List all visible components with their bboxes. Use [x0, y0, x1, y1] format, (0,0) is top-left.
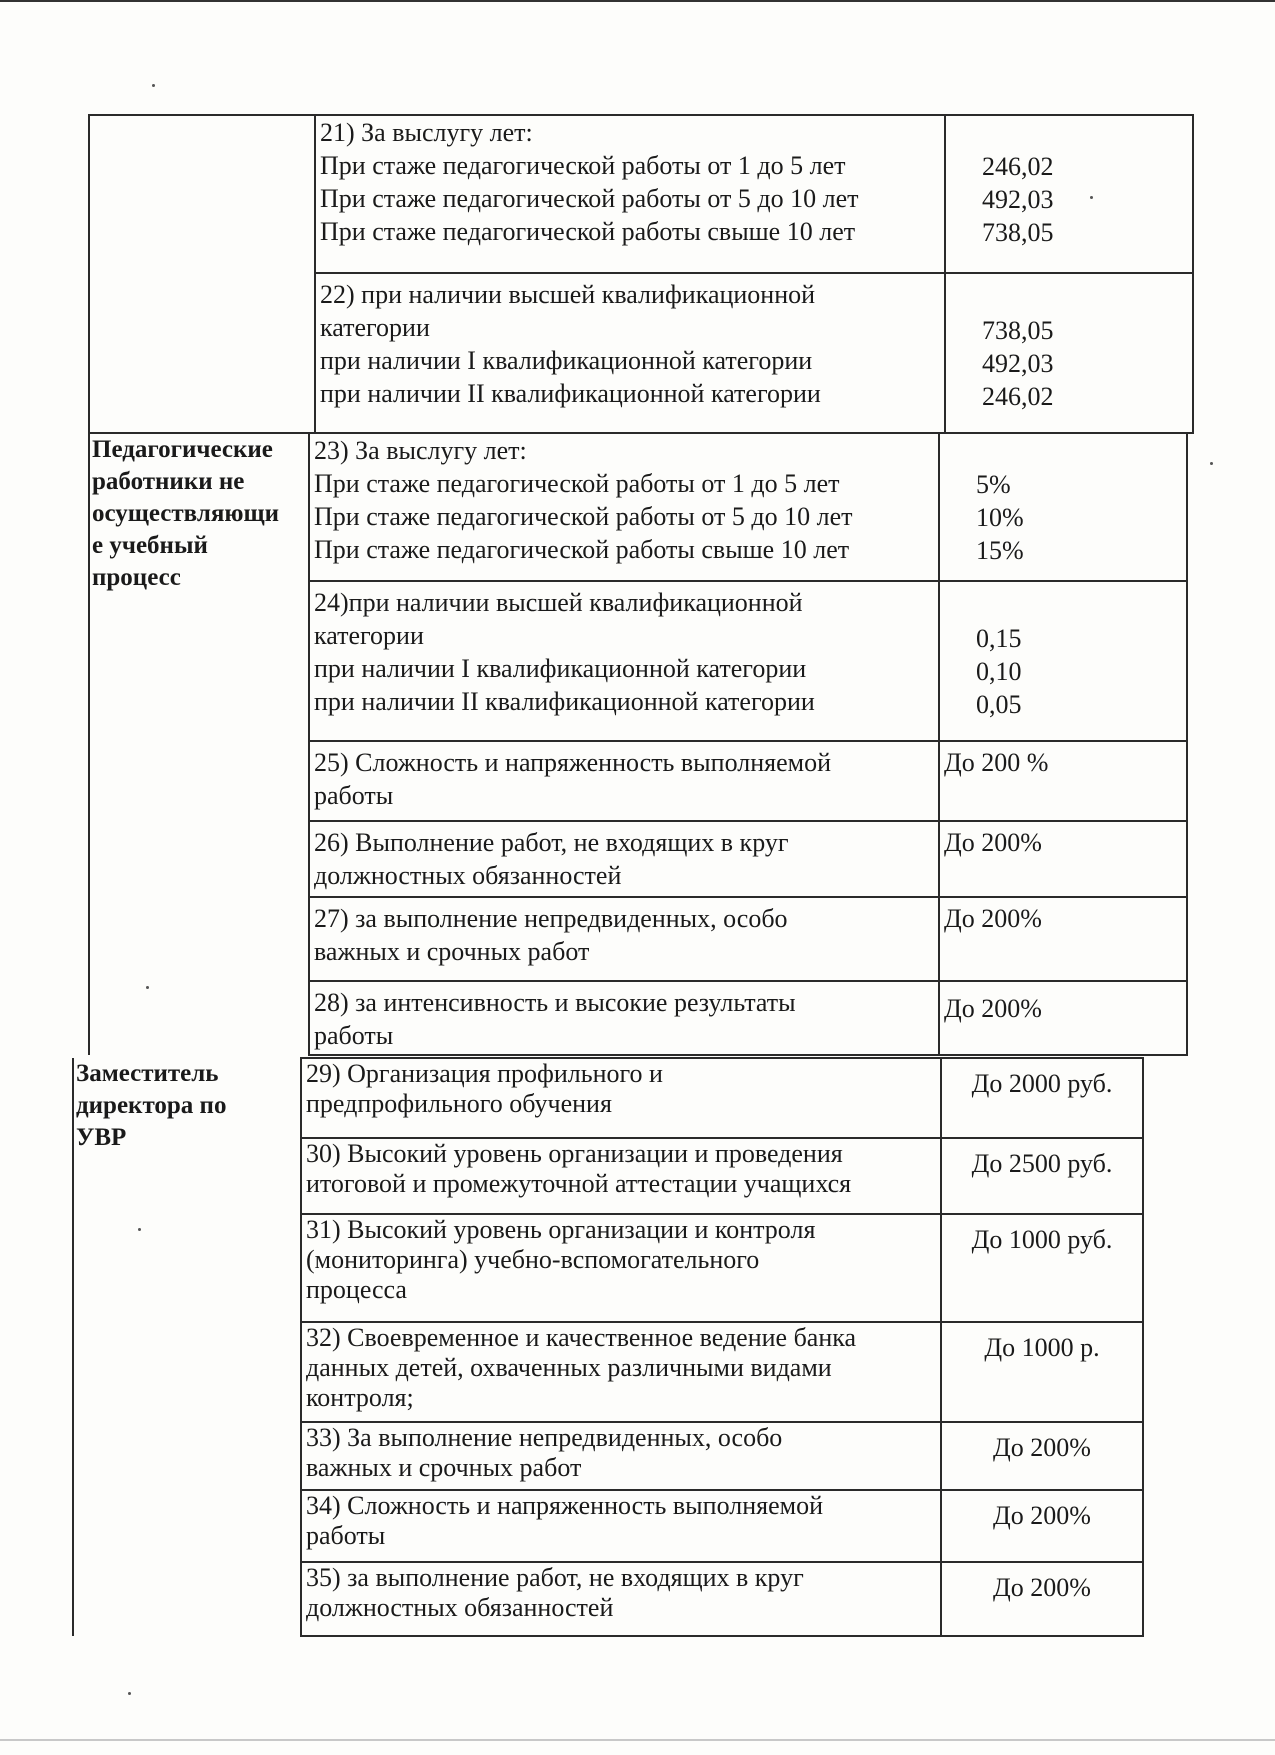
row-27-value: До 200%	[939, 897, 1187, 981]
category-line-5: процесс	[92, 564, 181, 591]
row-23-line-2: При стаже педагогической работы от 5 до 10 лет	[314, 502, 853, 531]
row-34-value: До 200%	[941, 1490, 1143, 1562]
row-22-title: 22) при наличии высшей квалификационной	[320, 280, 816, 309]
row-33-line-1: 33) За выполнение непредвиденных, особо	[306, 1423, 783, 1452]
row-29-description	[301, 1058, 941, 1138]
row-32-value: До 1000 р.	[941, 1322, 1143, 1422]
row-24-value-3: 0,05	[976, 690, 1022, 719]
allowances-table-part2	[88, 432, 1188, 1056]
row-31-line-1: 31) Высокий уровень организации и контроля	[306, 1215, 816, 1244]
row-32-line-1: 32) Своевременное и качественное ведение банка	[306, 1323, 857, 1352]
row-21-value-2: 492,03	[982, 185, 1054, 214]
scan-bottom-edge	[0, 1739, 1275, 1741]
row-30-description	[301, 1138, 941, 1214]
scan-speck	[1210, 462, 1213, 465]
table-row	[89, 433, 1187, 581]
row-22-description	[315, 273, 945, 433]
row-29-value: До 2000 руб.	[941, 1058, 1143, 1138]
category-cell-teachers-non-teaching	[89, 433, 309, 1055]
row-28-line-1: 28) за интенсивность и высокие результаты	[314, 988, 796, 1017]
row-27-line-1: 27) за выполнение непредвиденных, особо	[314, 904, 788, 933]
row-22-value-2: 492,03	[982, 349, 1054, 378]
row-33-line-2: важных и срочных работ	[306, 1453, 582, 1482]
row-32-line-2: данных детей, охваченных различными видами	[306, 1353, 832, 1382]
row-24-description	[309, 581, 939, 741]
row-27-description	[309, 897, 939, 981]
row-31-line-3: процесса	[306, 1275, 407, 1304]
row-23-values	[939, 433, 1187, 581]
allowances-table-part3	[72, 1057, 1144, 1637]
row-26-value: До 200%	[939, 821, 1187, 897]
row-26-line-2: должностных обязанностей	[314, 861, 622, 890]
row-23-line-1: При стаже педагогической работы от 1 до 5 лет	[314, 469, 840, 498]
row-23-title: 23) За выслугу лет:	[314, 436, 527, 465]
category-line-2: директора по	[76, 1092, 227, 1119]
row-23-line-3: При стаже педагогической работы свыше 10 лет	[314, 535, 850, 564]
row-21-description	[315, 115, 945, 273]
category-line-1: Педагогические	[92, 436, 273, 463]
row-23-value-2: 10%	[976, 503, 1024, 532]
row-27-line-2: важных и срочных работ	[314, 937, 590, 966]
row-35-value: До 200%	[941, 1562, 1143, 1636]
row-25-line-2: работы	[314, 781, 394, 810]
row-25-description	[309, 741, 939, 821]
row-24-line-1: категории	[314, 621, 424, 650]
row-28-value: До 200%	[939, 981, 1187, 1055]
row-30-line-2: итоговой и промежуточной аттестации учащихся	[306, 1169, 852, 1198]
row-33-description	[301, 1422, 941, 1490]
table-row	[89, 115, 1193, 273]
category-cell-deputy-director	[73, 1058, 301, 1636]
row-31-description	[301, 1214, 941, 1322]
row-30-value: До 2500 руб.	[941, 1138, 1143, 1214]
row-22-line-1: категории	[320, 313, 430, 342]
scan-top-edge	[0, 0, 1275, 2]
row-22-value-1: 738,05	[982, 316, 1054, 345]
row-23-description	[309, 433, 939, 581]
row-22-line-3: при наличии II квалификационной категории	[320, 379, 821, 408]
row-21-value-1: 246,02	[982, 152, 1054, 181]
row-25-value: До 200 %	[939, 741, 1187, 821]
row-22-line-2: при наличии I квалификационной категории	[320, 346, 813, 375]
row-26-line-1: 26) Выполнение работ, не входящих в круг	[314, 828, 789, 857]
row-21-line-3: При стаже педагогической работы свыше 10 лет	[320, 217, 856, 246]
row-35-description	[301, 1562, 941, 1636]
row-26-description	[309, 821, 939, 897]
scan-speck	[152, 84, 155, 87]
row-34-description	[301, 1490, 941, 1562]
row-34-line-2: работы	[306, 1521, 386, 1550]
category-line-1: Заместитель	[76, 1060, 219, 1087]
table-row	[73, 1058, 1143, 1138]
row-32-line-3: контроля;	[306, 1383, 414, 1412]
row-31-line-2: (мониторинга) учебно-вспомогательного	[306, 1245, 760, 1274]
row-35-line-1: 35) за выполнение работ, не входящих в круг	[306, 1563, 804, 1592]
row-30-line-1: 30) Высокий уровень организации и проведения	[306, 1139, 843, 1168]
row-21-value-3: 738,05	[982, 218, 1054, 247]
row-33-value: До 200%	[941, 1422, 1143, 1490]
row-23-value-3: 15%	[976, 536, 1024, 565]
row-22-values	[945, 273, 1193, 433]
row-34-line-1: 34) Сложность и напряженность выполняемой	[306, 1491, 823, 1520]
category-line-3: УВР	[76, 1124, 127, 1151]
row-21-line-1: При стаже педагогической работы от 1 до 5 лет	[320, 151, 846, 180]
row-29-line-1: 29) Организация профильного и	[306, 1059, 663, 1088]
row-28-line-2: работы	[314, 1021, 394, 1050]
row-25-line-1: 25) Сложность и напряженность выполняемой	[314, 748, 831, 777]
allowances-table-part1	[88, 114, 1194, 434]
category-line-4: е учебный	[92, 532, 208, 559]
row-21-line-2: При стаже педагогической работы от 5 до 10 лет	[320, 184, 859, 213]
row-35-line-2: должностных обязанностей	[306, 1593, 614, 1622]
row-22-value-3: 246,02	[982, 382, 1054, 411]
scan-speck	[128, 1692, 131, 1695]
row-21-values	[945, 115, 1193, 273]
row-29-line-2: предпрофильного обучения	[306, 1089, 612, 1118]
row-24-value-1: 0,15	[976, 624, 1022, 653]
category-cell-empty	[89, 115, 315, 433]
category-line-2: работники не	[92, 468, 245, 495]
row-24-values	[939, 581, 1187, 741]
category-line-3: осуществляющи	[92, 500, 279, 527]
row-21-title: 21) За выслугу лет:	[320, 118, 533, 147]
row-24-line-2: при наличии I квалификационной категории	[314, 654, 807, 683]
row-24-title: 24)при наличии высшей квалификационной	[314, 588, 803, 617]
row-32-description	[301, 1322, 941, 1422]
row-24-value-2: 0,10	[976, 657, 1022, 686]
row-31-value: До 1000 руб.	[941, 1214, 1143, 1322]
row-28-description	[309, 981, 939, 1055]
row-23-value-1: 5%	[976, 470, 1011, 499]
row-24-line-3: при наличии II квалификационной категории	[314, 687, 815, 716]
